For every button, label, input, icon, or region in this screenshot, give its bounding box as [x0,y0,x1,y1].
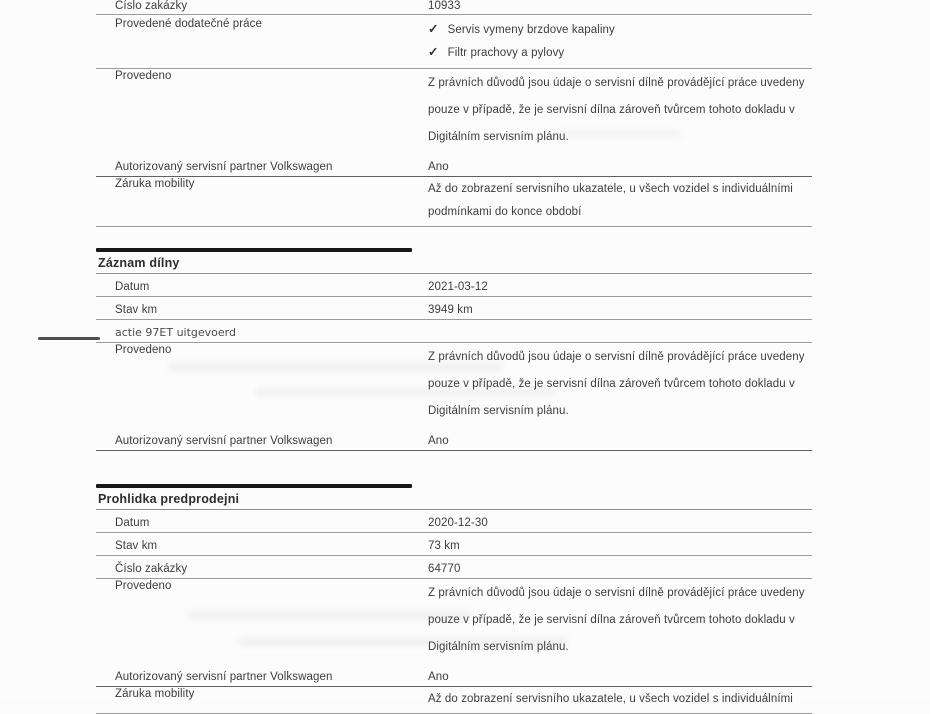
table-row [96,579,812,663]
checklist-item-text: Filtr prachovy a pylovy [448,47,565,59]
paragraph-line: pouze v případě, že je servisní dílna zároveň tvůrcem tohoto dokladu v [428,607,812,634]
table-row [96,687,812,714]
checklist-item [428,18,812,41]
paragraph-line: Z právních důvodů jsou údaje o servisní dílně provádějící práce uvedeny [428,580,812,607]
row-label: actie 97ET uitgevoerd [96,326,236,339]
row-label: Autorizovaný servisní partner Volkswagen [96,435,428,448]
paragraph-line: pouze v případě, že je servisní dílna zároveň tvůrcem tohoto dokladu v [428,97,812,124]
row-value: 2021-03-12 [428,281,812,294]
row-value [428,178,812,224]
table-row [96,153,812,177]
row-label: Autorizovaný servisní partner Volkswagen [96,671,428,684]
row-value [428,344,812,425]
service-record-section-top [96,0,812,227]
table-row [96,69,812,153]
row-value [428,18,812,64]
row-value [428,70,812,151]
row-label: Datum [96,517,428,530]
value-line: podmínkami do konce období [428,201,812,224]
row-value: 73 km [428,540,812,553]
table-row [96,15,812,69]
page-fold-mark [38,337,100,340]
table-row [96,556,812,579]
scan-bleedthrough-artifact [168,362,503,372]
table-row [96,533,812,556]
value-line: Až do zobrazení servisního ukazatele, u všech vozidel s individuálními [428,178,812,201]
row-label: Provedené dodatečné práce [96,18,428,31]
service-record-section-prohlidka [96,484,812,714]
table-row [96,320,812,343]
row-label: Záruka mobility [96,178,428,191]
row-value: 2020-12-30 [428,517,812,530]
row-value: Ano [428,671,812,684]
row-label: Provedeno [96,70,428,83]
table-row [96,177,812,227]
table-row [96,0,812,15]
scan-bleedthrough-artifact [188,610,473,620]
table-row [96,663,812,687]
row-label: Autorizovaný servisní partner Volkswagen [96,161,428,174]
row-value: Ano [428,161,812,174]
row-label: Datum [96,281,428,294]
row-value: Ano [428,435,812,448]
table-row [96,274,812,297]
paragraph-line: Z právních důvodů jsou údaje o servisní dílně provádějící práce uvedeny [428,70,812,97]
table-row [96,343,812,427]
paragraph-line: Digitálním servisním plánu. [428,124,812,151]
row-value: 64770 [428,563,812,576]
table-row [96,427,812,451]
row-label: Číslo zakázky [96,0,428,13]
paragraph-line: pouze v případě, že je servisní dílna zároveň tvůrcem tohoto dokladu v [428,371,812,398]
check-icon: ✓ [428,22,439,36]
table-row [96,297,812,320]
row-label: Provedeno [96,580,428,593]
row-value: 10933 [428,0,812,13]
row-label: Stav km [96,540,428,553]
check-icon: ✓ [428,45,439,59]
scan-bleedthrough-artifact [552,130,682,138]
service-record-section-zaznam-dilny [96,248,812,451]
paragraph-line: Z právních důvodů jsou údaje o servisní dílně provádějící práce uvedeny [428,344,812,371]
row-label: Záruka mobility [96,688,428,701]
scan-bleedthrough-artifact [255,388,555,397]
scan-bleedthrough-artifact [238,637,568,647]
paragraph-line: Digitálním servisním plánu. [428,634,812,661]
row-label: Stav km [96,304,428,317]
row-value [428,580,812,661]
row-label: Provedeno [96,344,428,357]
section-title: Záznam dílny [96,252,812,274]
row-value: 3949 km [428,304,812,317]
section-title: Prohlidka predprodejni [96,488,812,510]
value-line: Až do zobrazení servisního ukazatele, u všech vozidel s individuálními [428,688,812,711]
table-row [96,510,812,533]
paragraph-line: Digitálním servisním plánu. [428,398,812,425]
row-label: Číslo zakázky [96,563,428,576]
checklist-item-text: Servis vymeny brzdove kapaliny [448,24,615,36]
checklist-item [428,41,812,64]
